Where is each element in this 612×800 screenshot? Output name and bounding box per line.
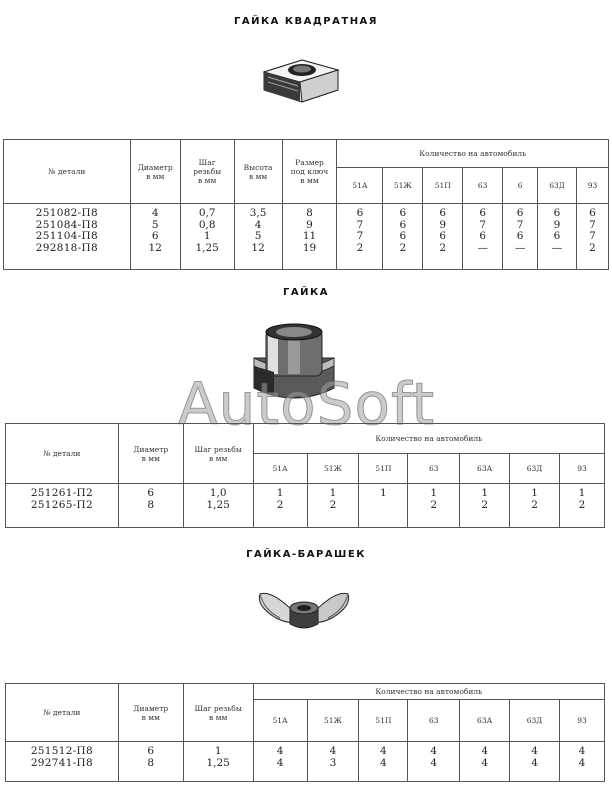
- model-header: 63Д: [510, 700, 560, 742]
- col-diameter: Диаметр в мм: [130, 140, 180, 204]
- wing-nut-illustration: [254, 584, 354, 634]
- model-header: 51Ж: [307, 454, 359, 484]
- square-nut-table: [3, 139, 609, 270]
- col-pitch: Шаг резьбы в мм: [183, 424, 253, 484]
- wrench-values: 8 9 11 19: [282, 204, 337, 270]
- qty-col: 6 9 6 —: [538, 204, 577, 270]
- qty-col: 6 7 7 2: [576, 204, 608, 270]
- model-header: 51А: [253, 700, 307, 742]
- col-wrench: Размер под ключ в мм: [282, 140, 337, 204]
- height-values: 3,5 4 5 12: [234, 204, 282, 270]
- qty-col: 4 4: [510, 742, 560, 782]
- section-title-wing-nut: ГАЙКА-БАРАШЕК: [246, 549, 366, 560]
- section-title-square-nut: ГАЙКА КВАДРАТНАЯ: [233, 16, 378, 27]
- square-nut-illustration: [258, 50, 348, 110]
- diameter-values: 6 8: [118, 484, 183, 528]
- col-quantity: Количество на автомобиль: [253, 684, 604, 700]
- pitch-values: 0,7 0,8 1 1,25: [180, 204, 234, 270]
- model-header: 63: [408, 454, 460, 484]
- model-header: 93: [560, 454, 605, 484]
- col-part-no: № детали: [4, 140, 131, 204]
- part-numbers: 251082-П8 251084-П8 251104-П8 292818-П8: [4, 204, 131, 270]
- diameter-values: 6 8: [118, 742, 183, 782]
- model-header: 63: [408, 700, 460, 742]
- qty-col: 4 4: [408, 742, 460, 782]
- qty-col: 1 2: [253, 484, 307, 528]
- pitch-values: 1,0 1,25: [183, 484, 253, 528]
- model-header: 63Д: [510, 454, 560, 484]
- model-header: 51Ж: [307, 700, 359, 742]
- part-numbers: 251261-П2 251265-П2: [6, 484, 119, 528]
- pitch-values: 1 1,25: [183, 742, 253, 782]
- qty-col: 1 2: [560, 484, 605, 528]
- model-header: 93: [576, 168, 608, 204]
- nut-table: [5, 423, 605, 528]
- qty-col: 6 9 6 2: [423, 204, 463, 270]
- watermark-text: AutoSoft: [178, 370, 436, 438]
- model-header: 51Ж: [383, 168, 423, 204]
- qty-col: 1 2: [510, 484, 560, 528]
- model-header: 51П: [423, 168, 463, 204]
- qty-col: 4 4: [560, 742, 605, 782]
- model-header: 51П: [359, 700, 408, 742]
- col-pitch: Шаг резьбы в мм: [183, 684, 253, 742]
- model-header: 63: [463, 168, 503, 204]
- qty-col: 6 7 6 —: [463, 204, 503, 270]
- col-part-no: № детали: [6, 424, 119, 484]
- part-numbers: 251512-П8 292741-П8: [6, 742, 119, 782]
- qty-col: 6 7 6 —: [503, 204, 538, 270]
- qty-col: 1 2: [460, 484, 510, 528]
- diameter-values: 4 5 6 12: [130, 204, 180, 270]
- qty-col: 1: [359, 484, 408, 528]
- col-quantity: Количество на автомобиль: [253, 424, 604, 454]
- col-diameter: Диаметр в мм: [118, 684, 183, 742]
- col-height: Высота в мм: [234, 140, 282, 204]
- model-header: 93: [560, 700, 605, 742]
- wing-nut-table: [5, 683, 605, 782]
- qty-col: 1 2: [408, 484, 460, 528]
- col-pitch: Шаг резьбы в мм: [180, 140, 234, 204]
- model-header: 63Д: [538, 168, 577, 204]
- model-header: 63А: [460, 700, 510, 742]
- model-header: 51П: [359, 454, 408, 484]
- qty-col: 6 6 6 2: [383, 204, 423, 270]
- model-header: 51А: [253, 454, 307, 484]
- section-title-nut: ГАЙКА: [283, 287, 329, 298]
- col-diameter: Диаметр в мм: [118, 424, 183, 484]
- model-header: 6: [503, 168, 538, 204]
- qty-col: 4 3: [307, 742, 359, 782]
- col-part-no: № детали: [6, 684, 119, 742]
- qty-col: 4 4: [460, 742, 510, 782]
- model-header: 51А: [337, 168, 383, 204]
- qty-col: 4 4: [359, 742, 408, 782]
- qty-col: 6 7 7 2: [337, 204, 383, 270]
- col-quantity: Количество на автомобиль: [337, 140, 609, 168]
- qty-col: 1 2: [307, 484, 359, 528]
- qty-col: 4 4: [253, 742, 307, 782]
- model-header: 63А: [460, 454, 510, 484]
